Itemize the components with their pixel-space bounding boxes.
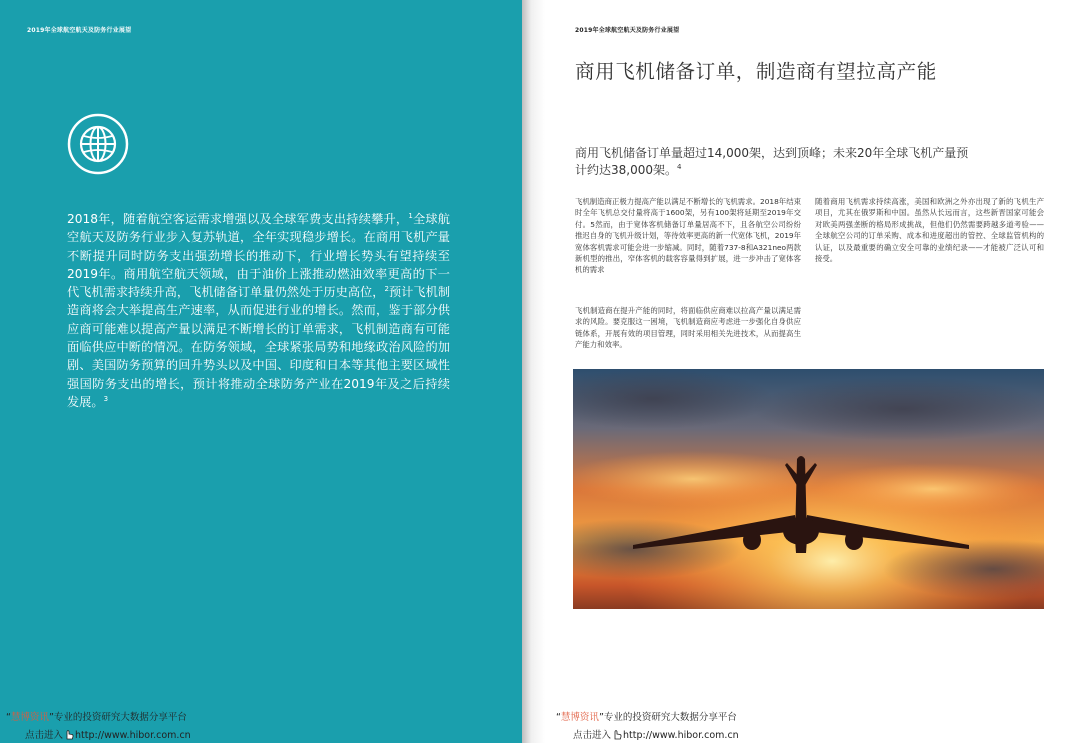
footer-tagline: “慧博资讯”专业的投资研究大数据分享平台 <box>6 712 187 723</box>
running-head: 2019年全球航空航天及防务行业展望 <box>575 27 680 34</box>
running-head: 2019年全球航空航天及防务行业展望 <box>27 27 132 34</box>
hand-pointer-icon <box>63 728 75 740</box>
sunset-airplane-photo <box>573 369 1044 609</box>
footer-tagline: “慧博资讯”专业的投资研究大数据分享平台 <box>556 712 737 723</box>
page-title: 商用飞机储备订单，制造商有望拉高产能 <box>575 60 937 83</box>
footer-url[interactable]: http://www.hibor.com.cn <box>75 730 191 741</box>
column-2-paragraph-1: 随着商用飞机需求持续高涨，美国和欧洲之外亦出现了新的飞机生产项目，尤其在俄罗斯和中国。虽然从长远而言，这些新晋国家可能会对欧美两强垄断的格局形成挑战，但他们仍然需要跨越多道考验——全球航空公司的订单采购、成本和进度超出的管控、全球监管机构的认证，以及最重要的确立安全可靠的业绩纪录——才能被广泛认可和接受。 <box>815 197 1044 264</box>
globe-icon <box>67 113 129 175</box>
footer-link[interactable]: 点击进入 http://www.hibor.com.cn <box>25 730 191 741</box>
brand-name: 慧博资讯 <box>10 712 49 723</box>
right-page <box>545 0 1067 743</box>
column-1-paragraph-1: 飞机制造商正极力提高产能以满足不断增长的飞机需求。2018年结束时全年飞机总交付量将高于1600架，另有100架将延期至2019年交付。5然而，由于宽体客机储备订单量居高不下，且各航空公司纷纷推迟自身的飞机升级计划，等待效率更高的新一代宽体飞机，2019年宽体客机需求可能会进一步缩减。同时，随着737-8和A321neo两款新机型的推出，窄体客机的载客容量得到扩展，进一步冲击了宽体客机的需求 <box>575 197 801 275</box>
lead-paragraph: 商用飞机储备订单量超过14,000架，达到顶峰；未来20年全球飞机产量预计约达38,000架。$^4$ <box>575 146 969 177</box>
brand-name: 慧博资讯 <box>560 712 599 723</box>
column-1-paragraph-2: 飞机制造商在提升产能的同时，将面临供应商难以拉高产量以满足需求的风险。要克服这一困境，飞机制造商应考虑进一步强化自身供应链体系，开展有效的项目管理，同时采用相关先进技术，从而提高生产能力和效率。 <box>575 306 801 350</box>
hand-pointer-icon <box>611 728 623 740</box>
footer-link[interactable]: 点击进入 http://www.hibor.com.cn <box>573 730 739 741</box>
page-gutter <box>522 0 545 743</box>
intro-paragraph: 2018年，随着航空客运需求增强以及全球军费支出持续攀升，$^1$全球航空航天及防务行业步入复苏轨道，全年实现稳步增长。在商用飞机产量不断提升同时防务支出强劲增长的推动下，行业增长势头有望持续至2019年。商用航空航天领域，由于油价上涨推动燃油效率更高的下一代飞机需求持续升高，飞机储备订单量仍然处于历史高位，$^2$预计飞机制造商将会大举提高生产速率，从而促进行业的增长。然而，鉴于部分供应商可能难以提高产量以满足不断增长的订单需求，飞机制造商有可能面临供应中断的情况。在防务领域，全球紧张局势和地缘政治风险的加剧、美国防务预算的回升势头以及中国、印度和日本等其他主要区域性强国防务支出的增长，预计将推动全球防务产业在2019年及之后持续发展。$^3$ <box>67 211 451 409</box>
left-page <box>0 0 522 743</box>
footer-url[interactable]: http://www.hibor.com.cn <box>623 730 739 741</box>
